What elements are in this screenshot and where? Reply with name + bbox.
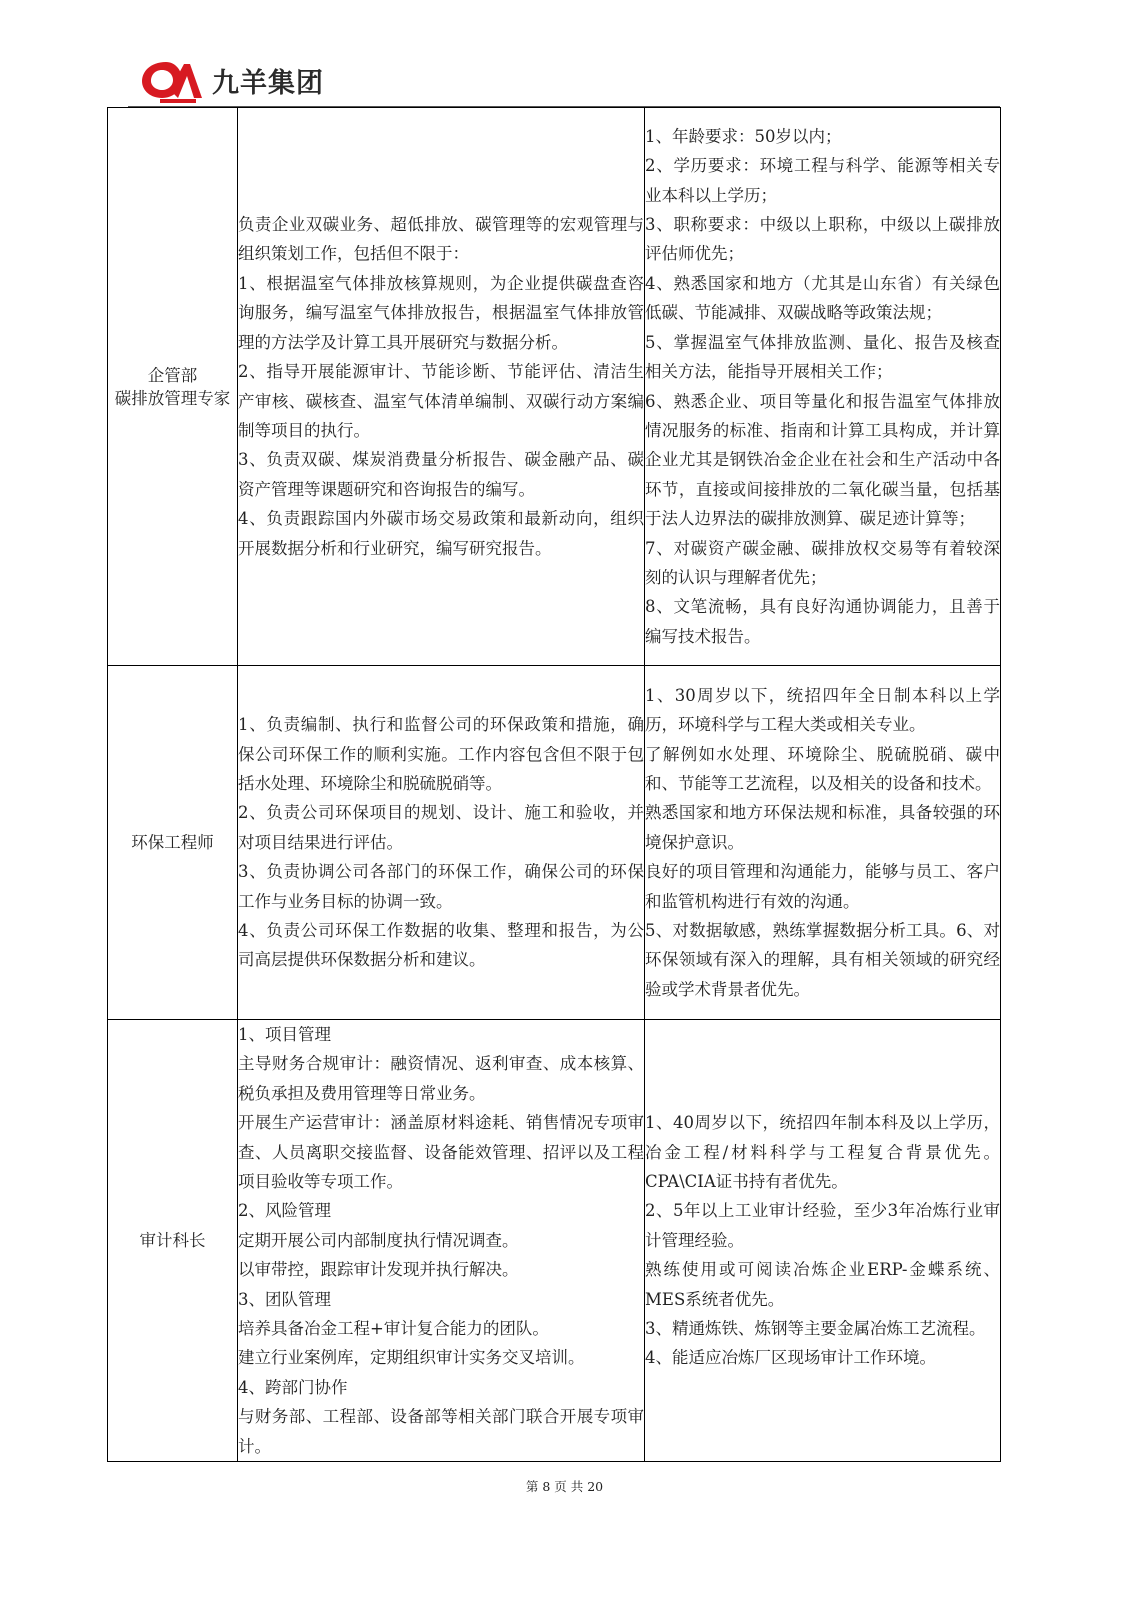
position-title-text: 审计科长 xyxy=(139,1231,206,1251)
requirement-item: 3、职称要求：中级以上职称，中级以上碳排放评估师优先； xyxy=(645,215,1000,264)
requirements-cell xyxy=(645,1020,1001,1462)
duty-item: 定期开展公司内部制度执行情况调查。 xyxy=(238,1230,519,1250)
company-name: 九羊集团 xyxy=(212,67,324,99)
requirement-item: 1、40周岁以下，统招四年制本科及以上学历，冶金工程/材料科学与工程复合背景优先。CPA\CIA证书持有者优先。 xyxy=(645,1113,1000,1192)
requirement-item: 5、对数据敏感，熟练掌握数据分析工具。6、对环保领域有深入的理解，具有相关领域的研究经验或学术背景者优先。 xyxy=(645,921,1000,999)
duty-item: 主导财务合规审计：融资情况、返利审查、成本核算、税负承担及费用管理等日常业务。 xyxy=(238,1054,644,1103)
table-row xyxy=(108,1020,1001,1462)
requirement-item: 6、熟悉企业、项目等量化和报告温室气体排放情况服务的标准、指南和计算工具构成，并计算企业尤其是钢铁冶金企业在社会和生产活动中各环节，直接或间接排放的二氧化碳当量，包括基于法人边界法的碳排放测算、碳足迹计算等； xyxy=(645,391,1000,529)
table-row xyxy=(108,108,1001,666)
requirement-item: 2、5年以上工业审计经验，至少3年冶炼行业审计管理经验。 xyxy=(645,1201,1000,1250)
duty-item: 开展生产运营审计：涵盖原材料途耗、销售情况专项审查、人员离职交接监督、设备能效管理、招评以及工程项目验收等专项工作。 xyxy=(238,1113,644,1192)
duty-item: 3、负责双碳、煤炭消费量分析报告、碳金融产品、碳资产管理等课题研究和咨询报告的编写。 xyxy=(238,450,644,499)
requirement-item: 1、30周岁以下，统招四年全日制本科以上学历，环境科学与工程大类或相关专业。 xyxy=(645,685,1000,735)
position-title xyxy=(108,1020,238,1462)
requirement-item: 熟练使用或可阅读冶炼企业ERP-金蝶系统、MES系统者优先。 xyxy=(645,1260,1000,1309)
duties-cell xyxy=(238,666,645,1020)
page-header xyxy=(140,56,324,104)
requirement-item: 7、对碳资产碳金融、碳排放权交易等有着较深刻的认识与理解者优先； xyxy=(645,538,1000,587)
duty-item: 4、跨部门协作 xyxy=(238,1377,348,1397)
job-table xyxy=(107,107,1001,1462)
duty-item: 2、负责公司环保项目的规划、设计、施工和验收，并对项目结果进行评估。 xyxy=(238,803,644,852)
requirement-item: 了解例如水处理、环境除尘、脱硫脱硝、碳中和、节能等工艺流程，以及相关的设备和技术。 xyxy=(645,744,1000,793)
requirement-item: 5、掌握温室气体排放监测、量化、报告及核查相关方法，能指导开展相关工作； xyxy=(645,332,1000,382)
duty-item: 2、指导开展能源审计、节能诊断、节能评估、清洁生产审核、碳核查、温室气体清单编制、双碳行动方案编制等项目的执行。 xyxy=(238,362,644,440)
position-title xyxy=(108,108,238,666)
requirement-item: 2、学历要求：环境工程与科学、能源等相关专业本科以上学历； xyxy=(645,156,1000,205)
duty-item: 1、项目管理 xyxy=(238,1025,331,1044)
duty-item: 与财务部、工程部、设备部等相关部门联合开展专项审计。 xyxy=(238,1407,644,1456)
requirement-item: 4、能适应冶炼厂区现场审计工作环境。 xyxy=(645,1348,936,1368)
company-logo-icon xyxy=(140,56,210,104)
duty-item: 建立行业案例库，定期组织审计实务交叉培训。 xyxy=(238,1348,585,1368)
duty-item: 4、负责跟踪国内外碳市场交易政策和最新动向，组织开展数据分析和行业研究，编写研究报告。 xyxy=(238,509,644,558)
duty-item: 负责企业双碳业务、超低排放、碳管理等的宏观管理与组织策划工作，包括但不限于： xyxy=(238,215,644,264)
duties-cell xyxy=(238,108,645,666)
requirement-item: 4、熟悉国家和地方（尤其是山东省）有关绿色低碳、节能减排、双碳战略等政策法规； xyxy=(645,273,1000,323)
duty-item: 以审带控，跟踪审计发现并执行解决。 xyxy=(238,1260,519,1280)
requirement-item: 良好的项目管理和沟通能力，能够与员工、客户和监管机构进行有效的沟通。 xyxy=(645,862,1000,911)
duty-item: 培养具备冶金工程+审计复合能力的团队。 xyxy=(238,1319,549,1339)
requirement-item: 1、年龄要求：50岁以内； xyxy=(645,126,842,146)
requirement-item: 熟悉国家和地方环保法规和标准，具备较强的环境保护意识。 xyxy=(645,803,1000,852)
page-footer: 第 8 页 共 20 xyxy=(525,1479,604,1494)
requirements-cell xyxy=(645,666,1001,1020)
duty-item: 3、负责协调公司各部门的环保工作，确保公司的环保工作与业务目标的协调一致。 xyxy=(238,862,644,911)
duty-item: 1、根据温室气体排放核算规则，为企业提供碳盘查咨询服务，编写温室气体排放报告，根据温室气体排放管理的方法学及计算工具开展研究与数据分析。 xyxy=(238,273,644,352)
duty-item: 1、负责编制、执行和监督公司的环保政策和措施，确保公司环保工作的顺利实施。工作内容包含但不限于包括水处理、环境除尘和脱硫脱硝等。 xyxy=(238,715,644,793)
position-title-text: 环保工程师 xyxy=(131,833,214,852)
requirement-item: 3、精通炼铁、炼钢等主要金属冶炼工艺流程。 xyxy=(645,1319,986,1339)
position-title xyxy=(108,666,238,1020)
duty-item: 3、团队管理 xyxy=(238,1289,331,1309)
duty-item: 4、负责公司环保工作数据的收集、整理和报告，为公司高层提供环保数据分析和建议。 xyxy=(238,921,644,970)
requirement-item: 8、文笔流畅，具有良好沟通协调能力，且善于编写技术报告。 xyxy=(645,597,1000,646)
duty-item: 2、风险管理 xyxy=(238,1201,331,1221)
table-row xyxy=(108,666,1001,1020)
requirements-cell xyxy=(645,108,1001,666)
position-title-text: 企管部 碳排放管理专家 xyxy=(114,365,231,408)
duties-cell xyxy=(238,1020,645,1462)
